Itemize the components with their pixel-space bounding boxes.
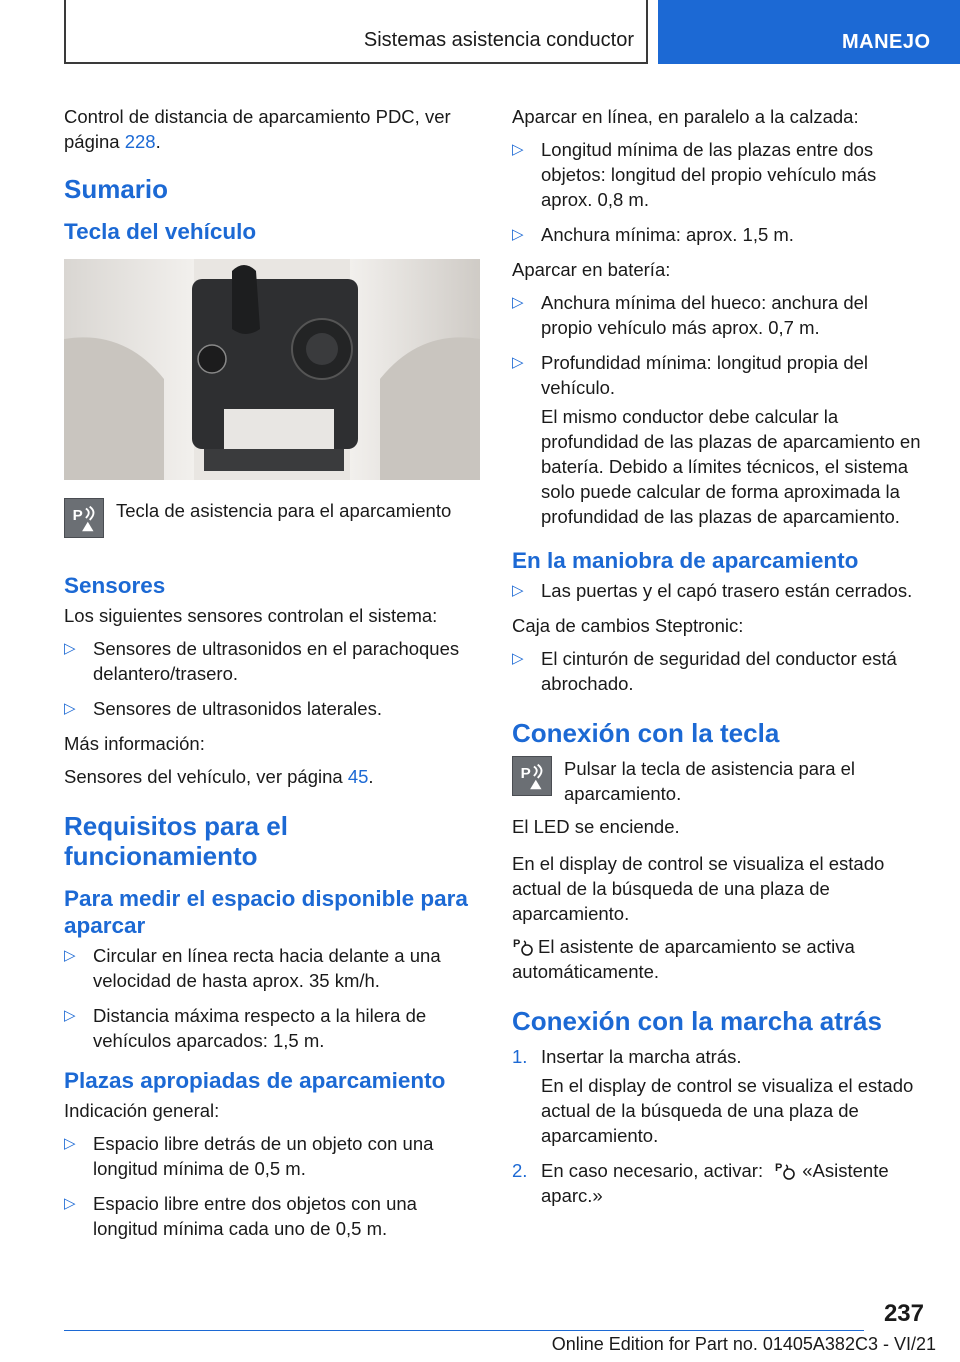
heading-conexion-tecla: Conexión con la tecla xyxy=(512,718,780,748)
tecla-instruction: Pulsar la tecla de asistencia para el aparcamiento. xyxy=(564,758,856,804)
heading-plazas: Plazas apropiadas de aparcamiento xyxy=(64,1068,446,1093)
list-item: ▷ Profundidad mínima: longitud propia del vehículo. El mismo conductor debe calcular la profundidad de las plazas de aparcamiento en batería. Debido a límites técnicos, el sistema solo puede calcular de forma aproximada la profundidad de las plazas de aparcamiento. xyxy=(512,350,924,529)
bullet-triangle-icon: ▷ xyxy=(512,650,524,667)
heading-tecla-vehiculo: Tecla del vehículo xyxy=(64,219,257,244)
image-caption: Tecla de asistencia para el aparcamiento xyxy=(116,500,452,521)
console-photo xyxy=(64,259,480,480)
medir-list xyxy=(64,943,480,1053)
bullet-triangle-icon: ▷ xyxy=(512,226,524,243)
svg-text:P: P xyxy=(520,764,531,782)
bullet-triangle-icon: ▷ xyxy=(64,1135,76,1152)
list-item: ▷ Anchura mínima del hueco: anchura del propio vehículo más aprox. 0,7 m. xyxy=(512,292,869,338)
heading-conexion-marcha: Conexión con la marcha atrás xyxy=(512,1006,882,1036)
footer-divider xyxy=(64,1330,864,1331)
header-box xyxy=(64,0,648,64)
left-column xyxy=(64,104,480,1251)
steps-list xyxy=(512,1044,924,1208)
list-item: ▷ Anchura mínima: aprox. 1,5 m. xyxy=(512,224,794,245)
bullet-triangle-icon: ▷ xyxy=(512,294,524,311)
svg-text:P: P xyxy=(775,1162,783,1174)
heading-medir: Para medir el espacio disponible para aparcar xyxy=(64,886,468,938)
list-item: ▷ Distancia máxima respecto a la hilera de vehículos aparcados: 1,5 m. xyxy=(64,1005,427,1051)
section-title: Sistemas asistencia conductor xyxy=(363,29,634,51)
bullet-triangle-icon: ▷ xyxy=(512,141,524,158)
list-item: ▷ Sensores de ultrasonidos en el parachoques delantero/trasero. xyxy=(64,638,460,684)
heading-sumario: Sumario xyxy=(64,174,169,204)
bullet-triangle-icon: ▷ xyxy=(512,354,524,371)
parking-assist-icon xyxy=(64,498,104,538)
parking-assist-icon xyxy=(512,756,552,796)
bullet-triangle-icon: ▷ xyxy=(64,1195,76,1212)
heading-requisitos: Requisitos para el funcionamiento xyxy=(64,811,288,871)
step-item: 2. En caso necesario, activar: P «Asistente aparc.» xyxy=(512,1160,889,1206)
intro-paragraph: Control de distancia de aparcamiento PDC, ver página 228. xyxy=(64,106,451,152)
display-text: En el display de control se visualiza el estado actual de la búsqueda de una plaza de aparcamiento. xyxy=(512,853,885,924)
parking-steering-icon xyxy=(774,1159,796,1181)
right-column xyxy=(512,104,924,1218)
svg-text:P: P xyxy=(513,938,521,950)
step-item: 1. Insertar la marcha atrás. En el display de control se visualiza el estado actual de la búsqueda de una plaza de aparcamiento. xyxy=(512,1044,924,1148)
asistente-text: P El asistente de aparcamiento se activa automáticamente. xyxy=(512,936,855,982)
bateria-list xyxy=(512,290,924,529)
list-item: ▷ Sensores de ultrasonidos laterales. xyxy=(64,698,382,719)
sensores-ref: Sensores del vehículo, ver página 45. xyxy=(64,766,374,787)
heading-maniobra: En la maniobra de aparcamiento xyxy=(512,548,859,573)
list-item: ▷ Circular en línea recta hacia delante a una velocidad de hasta aprox. 35 km/h. xyxy=(64,945,441,991)
steptronic-label: Caja de cambios Steptronic: xyxy=(512,615,744,636)
plazas-intro: Indicación general: xyxy=(64,1100,220,1121)
maniobra-list xyxy=(512,578,924,603)
bullet-triangle-icon: ▷ xyxy=(64,947,76,964)
bateria-intro: Aparcar en batería: xyxy=(512,259,671,280)
list-item: ▷ Longitud mínima de las plazas entre dos objetos: longitud del propio vehículo más aprox. 0,8 m. xyxy=(512,139,877,210)
list-item: ▷ Espacio libre entre dos objetos con una longitud mínima cada uno de 0,5 m. xyxy=(64,1193,417,1239)
mas-informacion: Más información: xyxy=(64,733,205,754)
step-note: En el display de control se visualiza el estado actual de la búsqueda de una plaza de aparcamiento. xyxy=(541,1075,914,1146)
linea-intro: Aparcar en línea, en paralelo a la calzada: xyxy=(512,106,859,127)
bullet-triangle-icon: ▷ xyxy=(64,640,76,657)
sensores-intro: Los siguientes sensores controlan el sistema: xyxy=(64,605,438,626)
led-text: El LED se enciende. xyxy=(512,816,680,837)
heading-sensores: Sensores xyxy=(64,573,166,598)
bateria-note: El mismo conductor debe calcular la profundidad de las plazas de aparcamiento en batería. Debido a límites técnicos, el sistema solo puede calcular de forma aproximada la profundidad de las plazas de aparcamiento. xyxy=(541,406,921,527)
plazas-list xyxy=(64,1131,480,1241)
bullet-triangle-icon: ▷ xyxy=(512,582,524,599)
page-link-228[interactable]: 228 xyxy=(124,131,156,152)
bullet-triangle-icon: ▷ xyxy=(64,700,76,717)
chapter-tab xyxy=(658,0,960,64)
list-item: ▷ El cinturón de seguridad del conductor está abrochado. xyxy=(512,648,897,694)
chapter-tab-label: MANEJO xyxy=(842,31,931,53)
list-item: ▷ Las puertas y el capó trasero están cerrados. xyxy=(512,580,913,601)
steptronic-list xyxy=(512,646,924,696)
list-item: ▷ Espacio libre detrás de un objeto con una longitud mínima de 0,5 m. xyxy=(64,1133,434,1179)
caption-row xyxy=(64,498,480,542)
linea-list xyxy=(512,137,924,247)
page-link-45[interactable]: 45 xyxy=(347,766,369,787)
footer-edition: Online Edition for Part no. 01405A382C3 - VI/21 xyxy=(551,1334,936,1354)
svg-text:P: P xyxy=(72,506,83,524)
bullet-triangle-icon: ▷ xyxy=(64,1007,76,1024)
parking-steering-icon xyxy=(512,935,534,957)
tecla-icon-row xyxy=(512,756,924,806)
page-number: 237 xyxy=(883,1300,924,1327)
sensores-list xyxy=(64,636,480,721)
